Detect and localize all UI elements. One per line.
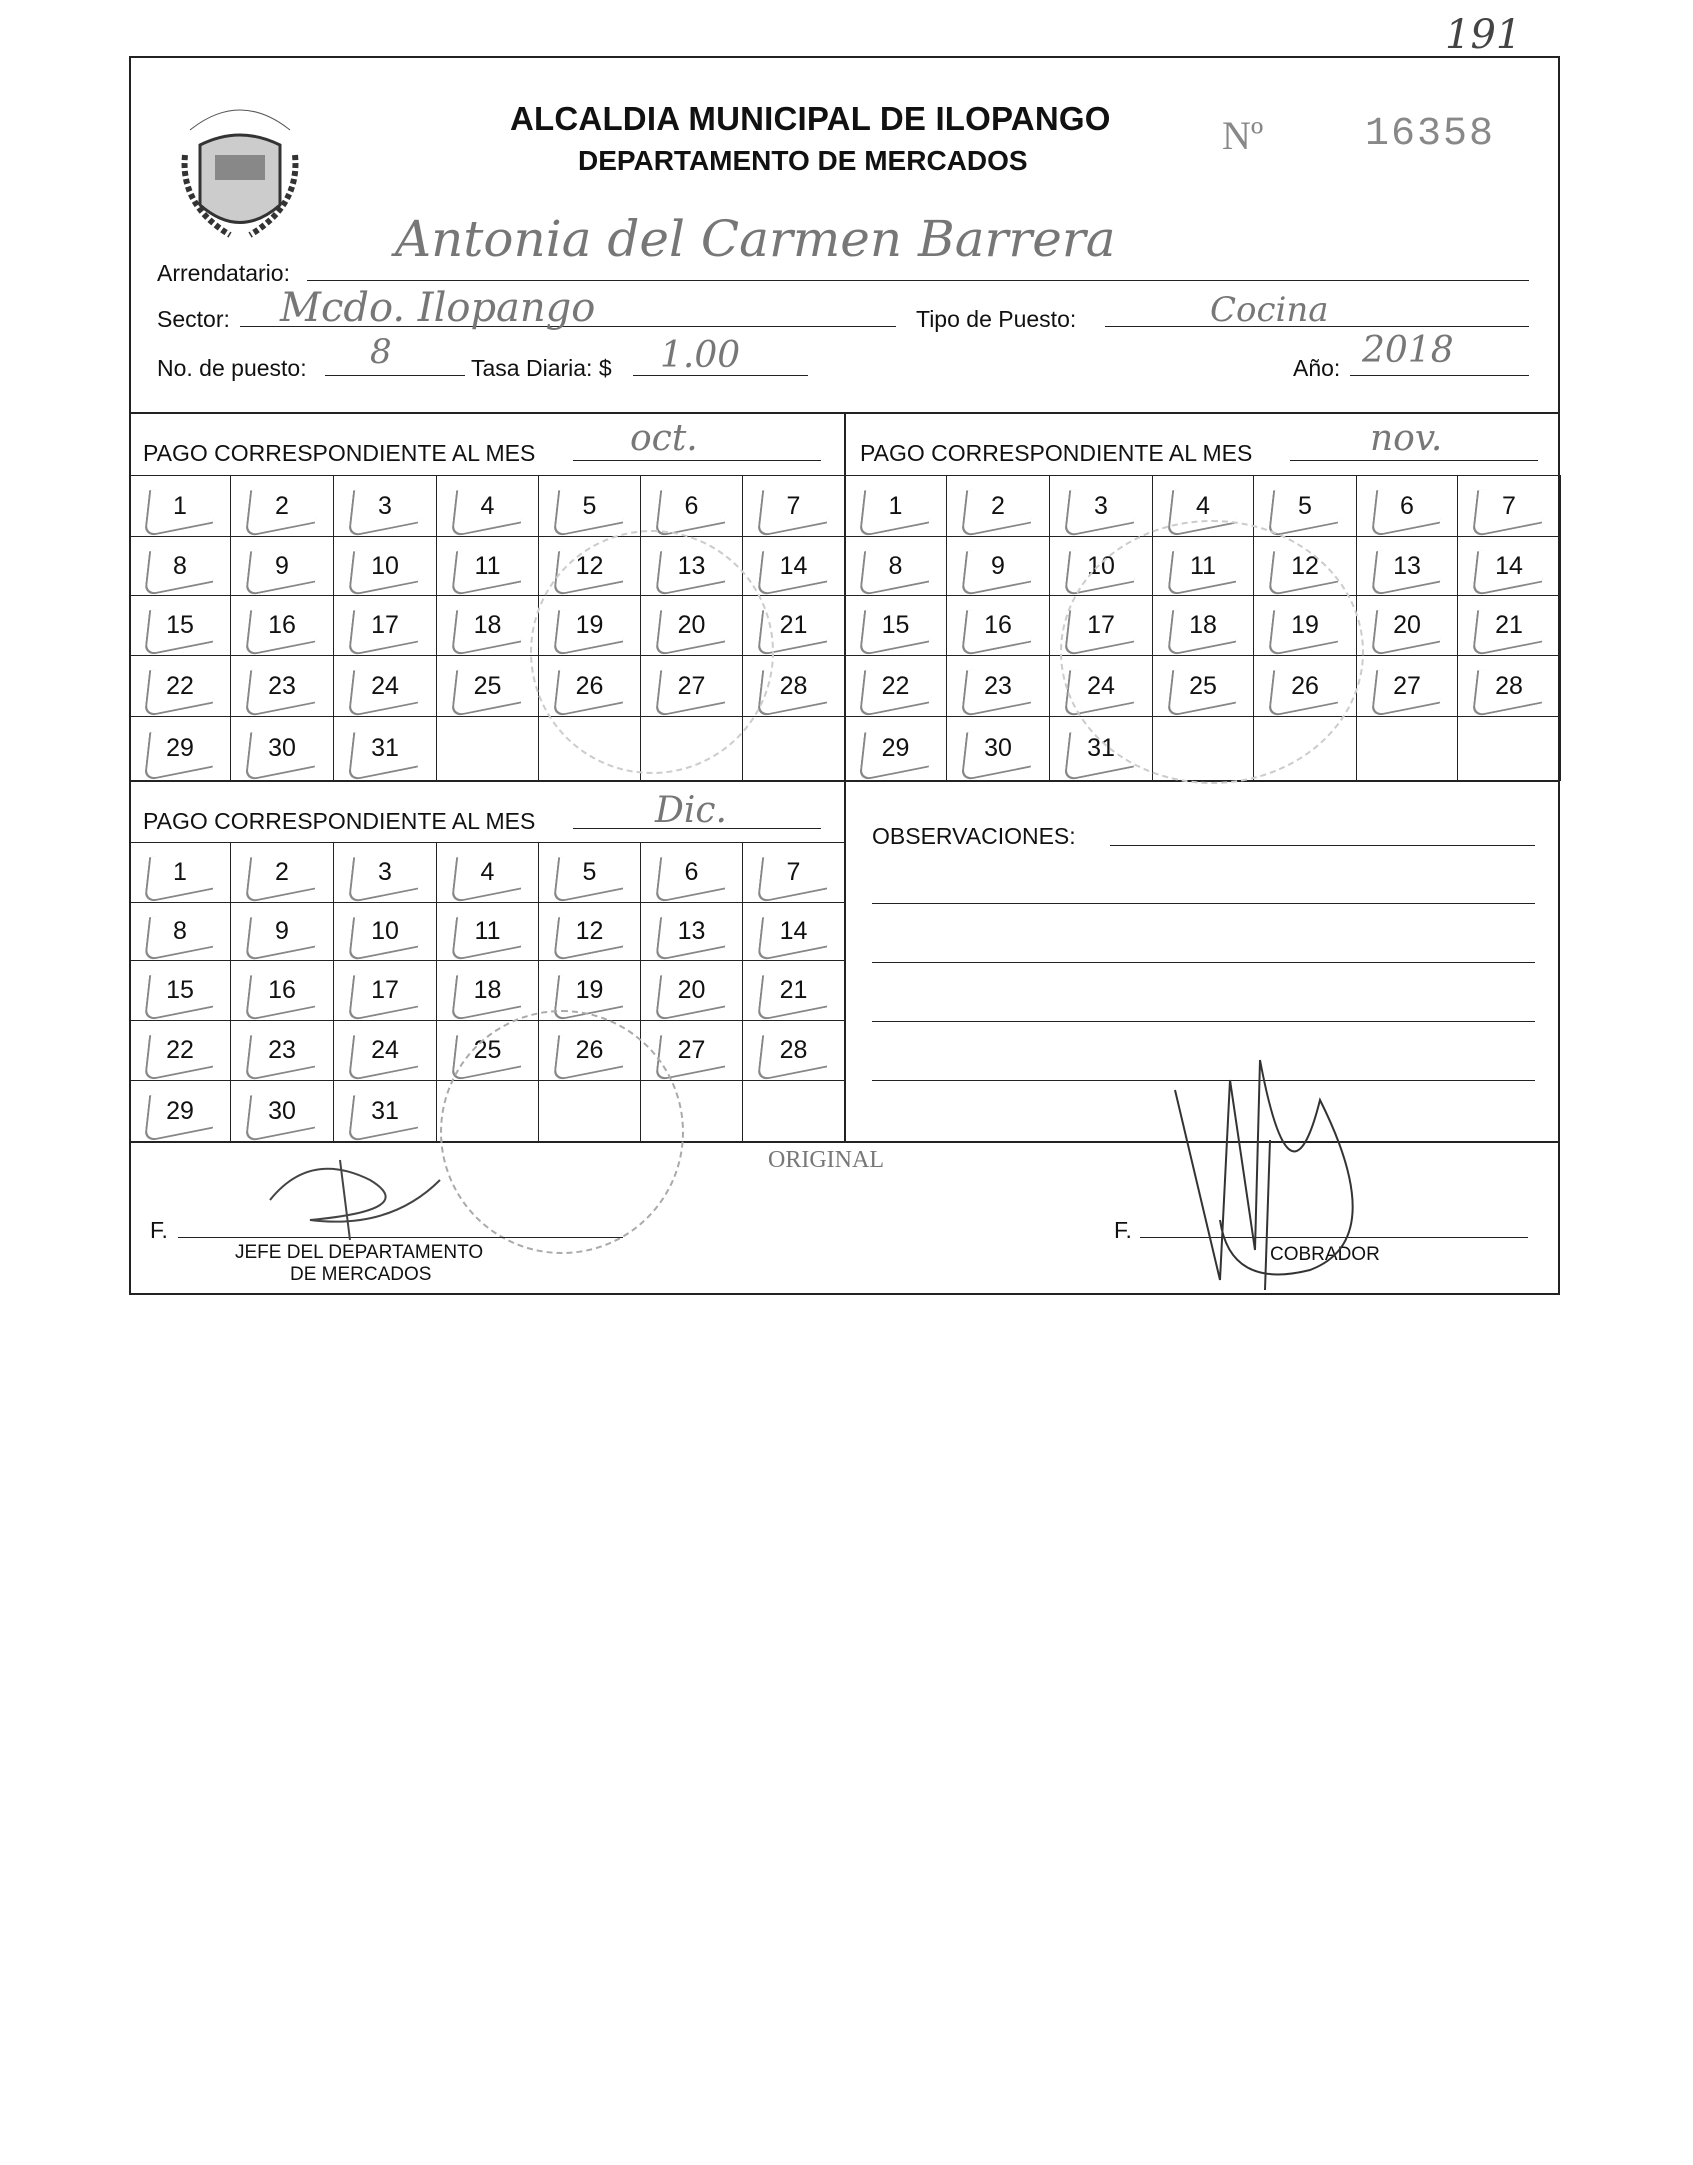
day-cell-1-30 xyxy=(230,716,334,781)
empty-cell xyxy=(436,716,539,781)
day-number: 23 xyxy=(268,1036,296,1064)
day-cell-2-1 xyxy=(844,475,947,537)
day-cell-3-15 xyxy=(129,960,231,1021)
day-number: 8 xyxy=(173,917,187,945)
header-title: ALCALDIA MUNICIPAL DE ILOPANGO xyxy=(510,100,1111,137)
arrendatario-label: Arrendatario: xyxy=(157,260,290,286)
day-cell-2-9 xyxy=(946,536,1050,596)
tasa-value: 1.00 xyxy=(660,335,741,376)
day-number: 29 xyxy=(166,1096,194,1125)
day-cell-1-31 xyxy=(333,716,437,781)
day-number: 19 xyxy=(575,976,604,1004)
day-number: 28 xyxy=(779,1036,808,1064)
day-number: 4 xyxy=(1196,491,1210,520)
day-number: 9 xyxy=(275,917,289,945)
tasa-label: Tasa Diaria: $ xyxy=(471,355,612,381)
sector-value: Mcdo. Ilopango xyxy=(280,285,596,331)
month-1-value: oct. xyxy=(630,418,698,459)
arrendatario-value: Antonia del Carmen Barrera xyxy=(395,210,1116,268)
official-seal xyxy=(1060,520,1364,784)
official-seal xyxy=(440,1010,684,1254)
day-number: 5 xyxy=(582,858,597,886)
original-stamp: ORIGINAL xyxy=(768,1147,884,1173)
day-number: 2 xyxy=(991,491,1005,520)
day-number: 11 xyxy=(474,551,501,580)
day-cell-1-16 xyxy=(230,595,334,656)
day-number: 16 xyxy=(984,611,1012,639)
day-number: 19 xyxy=(575,611,604,639)
day-number: 25 xyxy=(1189,671,1217,700)
day-number: 24 xyxy=(1087,671,1115,700)
day-cell-1-14 xyxy=(742,536,845,596)
day-cell-2-3 xyxy=(1049,475,1153,537)
day-cell-1-2 xyxy=(230,475,334,537)
day-number: 8 xyxy=(888,551,903,580)
day-cell-3-31 xyxy=(333,1080,437,1142)
day-cell-3-18 xyxy=(436,960,539,1021)
day-cell-2-20 xyxy=(1356,595,1458,656)
day-number: 1 xyxy=(173,491,187,520)
day-number: 22 xyxy=(881,671,910,700)
day-cell-1-8 xyxy=(129,536,231,596)
day-cell-3-9 xyxy=(230,902,334,961)
day-number: 29 xyxy=(881,734,910,762)
day-number: 27 xyxy=(677,1036,706,1064)
day-cell-1-4 xyxy=(436,475,539,537)
day-number: 16 xyxy=(268,976,296,1004)
tipo-value: Cocina xyxy=(1210,290,1329,330)
day-number: 24 xyxy=(371,1036,399,1064)
day-cell-3-8 xyxy=(129,902,231,961)
day-cell-2-8 xyxy=(844,536,947,596)
day-cell-3-14 xyxy=(742,902,845,961)
day-cell-2-15 xyxy=(844,595,947,656)
day-number: 20 xyxy=(677,976,706,1004)
day-number: 20 xyxy=(677,611,706,639)
sector-label: Sector: xyxy=(157,306,230,332)
day-number: 16 xyxy=(268,611,296,639)
day-number: 5 xyxy=(582,491,597,520)
day-number: 15 xyxy=(881,611,910,639)
tipo-label: Tipo de Puesto: xyxy=(916,306,1077,332)
day-cell-3-3 xyxy=(333,842,437,903)
jefe-label: JEFE DEL DEPARTAMENTO xyxy=(235,1242,484,1263)
month-2-value: nov. xyxy=(1370,418,1443,459)
month-3-label: PAGO CORRESPONDIENTE AL MES xyxy=(143,808,536,834)
day-cell-2-7 xyxy=(1457,475,1561,537)
day-cell-2-21 xyxy=(1457,595,1561,656)
day-number: 11 xyxy=(1190,551,1216,580)
day-cell-3-1 xyxy=(129,842,231,903)
day-cell-2-22 xyxy=(844,655,947,717)
empty-cell xyxy=(742,1080,845,1142)
day-number: 2 xyxy=(275,858,289,886)
cobrador-label: COBRADOR xyxy=(1270,1244,1380,1265)
jefe-signature xyxy=(250,1140,450,1250)
day-number: 13 xyxy=(677,551,706,580)
receipt-number: 16358 xyxy=(1365,112,1496,157)
day-cell-3-7 xyxy=(742,842,845,903)
day-cell-1-1 xyxy=(129,475,231,537)
day-cell-2-13 xyxy=(1356,536,1458,596)
observaciones-label: OBSERVACIONES: xyxy=(872,823,1076,849)
day-number: 20 xyxy=(1393,611,1421,639)
month-1-label: PAGO CORRESPONDIENTE AL MES xyxy=(143,440,536,466)
day-number: 28 xyxy=(1495,671,1523,700)
day-number: 13 xyxy=(1393,551,1421,580)
day-cell-2-30 xyxy=(946,716,1050,781)
puesto-value: 8 xyxy=(370,332,392,372)
receipt-number-label: Nº xyxy=(1222,113,1264,158)
day-cell-3-5 xyxy=(538,842,641,903)
day-number: 12 xyxy=(1291,551,1319,580)
day-number: 21 xyxy=(779,611,808,639)
day-number: 6 xyxy=(1400,491,1414,520)
day-cell-3-4 xyxy=(436,842,539,903)
day-number: 10 xyxy=(371,551,399,580)
day-cell-3-17 xyxy=(333,960,437,1021)
day-cell-3-10 xyxy=(333,902,437,961)
cobrador-f-label: F. xyxy=(1114,1217,1132,1243)
day-number: 3 xyxy=(378,858,392,886)
day-number: 15 xyxy=(166,976,194,1004)
day-cell-3-2 xyxy=(230,842,334,903)
month-2-label: PAGO CORRESPONDIENTE AL MES xyxy=(860,440,1253,466)
day-number: 30 xyxy=(984,734,1012,762)
empty-cell xyxy=(1457,716,1561,781)
day-cell-1-25 xyxy=(436,655,539,717)
day-number: 7 xyxy=(786,491,801,520)
month-3-value: Dic. xyxy=(655,790,727,831)
day-cell-3-24 xyxy=(333,1020,437,1081)
day-number: 23 xyxy=(984,671,1012,700)
day-cell-1-6 xyxy=(640,475,743,537)
day-cell-2-2 xyxy=(946,475,1050,537)
day-number: 31 xyxy=(1087,734,1115,762)
day-number: 4 xyxy=(480,491,495,520)
day-number: 31 xyxy=(371,734,399,762)
day-number: 17 xyxy=(371,611,399,639)
day-number: 4 xyxy=(480,858,495,886)
day-cell-2-16 xyxy=(946,595,1050,656)
day-cell-1-5 xyxy=(538,475,641,537)
day-cell-1-9 xyxy=(230,536,334,596)
day-cell-2-5 xyxy=(1253,475,1357,537)
day-cell-3-13 xyxy=(640,902,743,961)
day-cell-3-22 xyxy=(129,1020,231,1081)
day-cell-2-23 xyxy=(946,655,1050,717)
day-cell-3-12 xyxy=(538,902,641,961)
day-cell-1-15 xyxy=(129,595,231,656)
day-cell-2-28 xyxy=(1457,655,1561,717)
day-number: 27 xyxy=(677,671,706,700)
day-number: 18 xyxy=(473,976,502,1004)
day-cell-3-23 xyxy=(230,1020,334,1081)
day-cell-3-6 xyxy=(640,842,743,903)
jefe-label-2: DE MERCADOS xyxy=(290,1264,432,1285)
day-number: 14 xyxy=(779,551,808,580)
day-number: 3 xyxy=(378,491,392,520)
day-cell-2-6 xyxy=(1356,475,1458,537)
day-number: 11 xyxy=(474,917,501,945)
day-cell-2-27 xyxy=(1356,655,1458,717)
day-cell-3-20 xyxy=(640,960,743,1021)
day-number: 10 xyxy=(1087,551,1115,580)
official-seal xyxy=(530,530,774,774)
day-number: 12 xyxy=(575,917,604,945)
day-number: 13 xyxy=(677,917,706,945)
day-number: 18 xyxy=(1189,611,1217,639)
day-number: 17 xyxy=(1087,611,1115,639)
day-number: 26 xyxy=(575,671,604,700)
day-number: 12 xyxy=(575,551,604,580)
day-number: 5 xyxy=(1298,491,1312,520)
day-cell-3-16 xyxy=(230,960,334,1021)
day-number: 21 xyxy=(1495,611,1523,639)
day-number: 6 xyxy=(684,491,699,520)
day-number: 8 xyxy=(173,551,187,580)
anio-value: 2018 xyxy=(1362,330,1454,371)
day-cell-1-17 xyxy=(333,595,437,656)
day-cell-3-21 xyxy=(742,960,845,1021)
puesto-label: No. de puesto: xyxy=(157,355,307,381)
day-cell-1-29 xyxy=(129,716,231,781)
day-number: 26 xyxy=(575,1036,604,1064)
empty-cell xyxy=(1356,716,1458,781)
header-subtitle: DEPARTAMENTO DE MERCADOS xyxy=(578,145,1028,176)
day-number: 19 xyxy=(1291,611,1319,639)
day-cell-2-14 xyxy=(1457,536,1561,596)
day-number: 24 xyxy=(371,671,399,700)
anio-label: Año: xyxy=(1293,355,1341,381)
day-cell-2-29 xyxy=(844,716,947,781)
day-cell-3-29 xyxy=(129,1080,231,1142)
day-number: 18 xyxy=(473,611,502,639)
day-number: 14 xyxy=(779,917,808,945)
day-number: 1 xyxy=(888,491,903,520)
day-number: 22 xyxy=(166,671,194,700)
page-number: 191 xyxy=(1445,12,1522,58)
empty-cell xyxy=(742,716,845,781)
day-cell-1-11 xyxy=(436,536,539,596)
day-cell-1-10 xyxy=(333,536,437,596)
day-number: 28 xyxy=(779,671,808,700)
day-number: 9 xyxy=(275,551,289,580)
day-number: 14 xyxy=(1495,551,1523,580)
day-number: 3 xyxy=(1094,491,1108,520)
day-number: 29 xyxy=(166,734,194,762)
day-cell-1-18 xyxy=(436,595,539,656)
day-number: 30 xyxy=(268,1096,296,1125)
day-number: 10 xyxy=(371,917,399,945)
day-number: 6 xyxy=(684,858,699,886)
day-number: 9 xyxy=(991,551,1005,580)
day-number: 23 xyxy=(268,671,296,700)
jefe-f-label: F. xyxy=(150,1217,168,1243)
day-cell-1-7 xyxy=(742,475,845,537)
day-number: 22 xyxy=(166,1036,194,1064)
cobrador-signature xyxy=(1160,1020,1420,1310)
day-cell-3-30 xyxy=(230,1080,334,1142)
municipal-logo xyxy=(170,95,310,245)
day-number: 7 xyxy=(1502,491,1516,520)
day-cell-1-22 xyxy=(129,655,231,717)
day-cell-3-11 xyxy=(436,902,539,961)
day-cell-1-23 xyxy=(230,655,334,717)
day-number: 15 xyxy=(166,611,194,639)
day-number: 2 xyxy=(275,491,289,520)
day-cell-1-24 xyxy=(333,655,437,717)
day-number: 30 xyxy=(268,734,296,762)
day-number: 25 xyxy=(473,1036,502,1064)
day-number: 1 xyxy=(173,858,187,886)
day-number: 25 xyxy=(473,671,502,700)
day-number: 7 xyxy=(786,858,801,886)
day-cell-1-3 xyxy=(333,475,437,537)
day-number: 21 xyxy=(779,976,808,1004)
day-number: 27 xyxy=(1393,671,1421,700)
day-number: 26 xyxy=(1291,671,1319,700)
day-number: 31 xyxy=(371,1096,399,1125)
day-number: 17 xyxy=(371,976,399,1004)
day-cell-3-28 xyxy=(742,1020,845,1081)
